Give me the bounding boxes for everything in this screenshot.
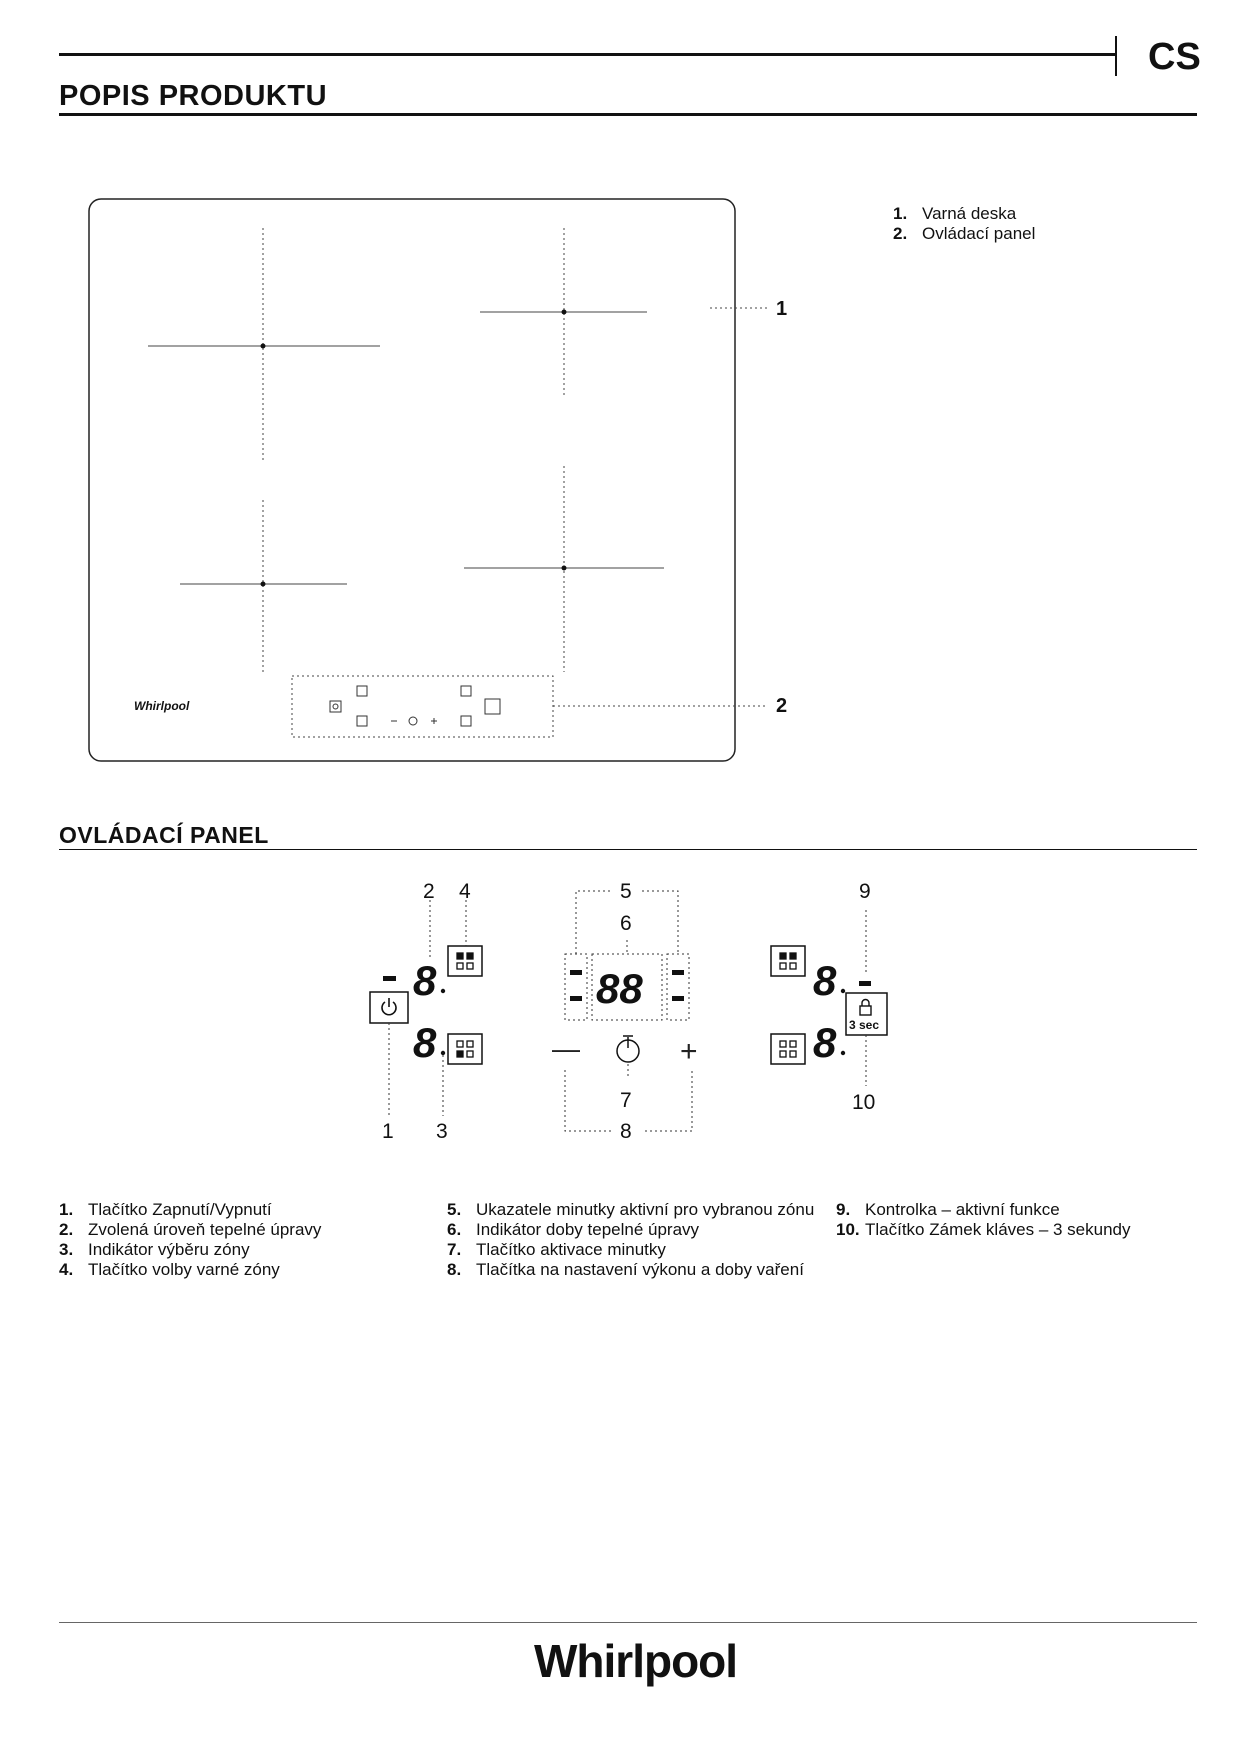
section-title-product: POPIS PRODUKTU xyxy=(59,80,328,112)
legend-item: 2. Zvolená úroveň tepelné úpravy xyxy=(59,1220,322,1239)
zone-select-button-bottom-right[interactable] xyxy=(771,1034,805,1064)
label-10: 10 xyxy=(852,1091,876,1114)
legend-item: 1. Varná deska xyxy=(893,204,1017,223)
level-display-bottom-right: 8 xyxy=(813,1019,837,1066)
timer-button[interactable] xyxy=(617,1036,639,1062)
section-title-control-panel: OVLÁDACÍ PANEL xyxy=(59,822,269,848)
footer-rule xyxy=(59,1622,1197,1623)
label-2: 2 xyxy=(423,880,435,903)
minus-button[interactable]: — xyxy=(552,1033,580,1064)
callout-2: 2 xyxy=(776,695,788,717)
legend-item: 6. Indikátor doby tepelné úpravy xyxy=(447,1220,700,1239)
label-5: 5 xyxy=(620,880,632,903)
control-legend-col2 xyxy=(447,1200,814,1280)
timer-display: 88 xyxy=(596,965,643,1012)
level-display-bottom: 8 xyxy=(413,1019,437,1066)
legend-item: 5. Ukazatele minutky aktivní pro vybranou zónu xyxy=(447,1200,815,1219)
plus-button[interactable]: + xyxy=(680,1035,698,1068)
level-display-top: 8 xyxy=(413,957,437,1004)
minus-indicator-left xyxy=(383,976,396,981)
label-3: 3 xyxy=(436,1120,448,1143)
label-8: 8 xyxy=(620,1120,632,1143)
zone-select-button-top-right[interactable] xyxy=(771,946,805,976)
legend-item: 1. Tlačítko Zapnutí/Vypnutí xyxy=(59,1200,272,1219)
label-4: 4 xyxy=(459,880,471,903)
legend-item: 4. Tlačítko volby varné zóny xyxy=(59,1260,280,1279)
active-function-indicator xyxy=(859,981,871,986)
callout-1: 1 xyxy=(776,298,788,320)
language-code: CS xyxy=(1148,36,1201,78)
control-legend-col3 xyxy=(836,1200,1131,1240)
control-legend-col1 xyxy=(59,1200,321,1280)
legend-item: 3. Indikátor výběru zóny xyxy=(59,1240,250,1259)
label-9: 9 xyxy=(859,880,871,903)
timer-indicator-left xyxy=(565,954,587,1020)
lock-label: 3 sec xyxy=(849,1018,880,1032)
legend-item: 10. Tlačítko Zámek kláves – 3 sekundy xyxy=(836,1220,1131,1239)
footer-brand-logo: Whirlpool xyxy=(534,1635,738,1687)
zone-select-button-bottom-left[interactable] xyxy=(448,1034,482,1064)
legend-item: 8. Tlačítka na nastavení výkonu a doby vaření xyxy=(447,1260,804,1279)
key-lock-button[interactable] xyxy=(846,993,887,1035)
hob-brand-logo: Whirlpool xyxy=(134,699,190,713)
legend-item: 2. Ovládací panel xyxy=(893,224,1036,243)
label-7: 7 xyxy=(620,1089,632,1112)
timer-indicator-right xyxy=(667,954,689,1020)
level-display-top-right: 8 xyxy=(813,957,837,1004)
legend-item: 9. Kontrolka – aktivní funkce xyxy=(836,1200,1060,1219)
legend-item: 7. Tlačítko aktivace minutky xyxy=(447,1240,666,1259)
power-button[interactable] xyxy=(370,992,408,1023)
zone-select-button-top-left[interactable] xyxy=(448,946,482,976)
label-6: 6 xyxy=(620,912,632,935)
label-1: 1 xyxy=(382,1120,394,1143)
